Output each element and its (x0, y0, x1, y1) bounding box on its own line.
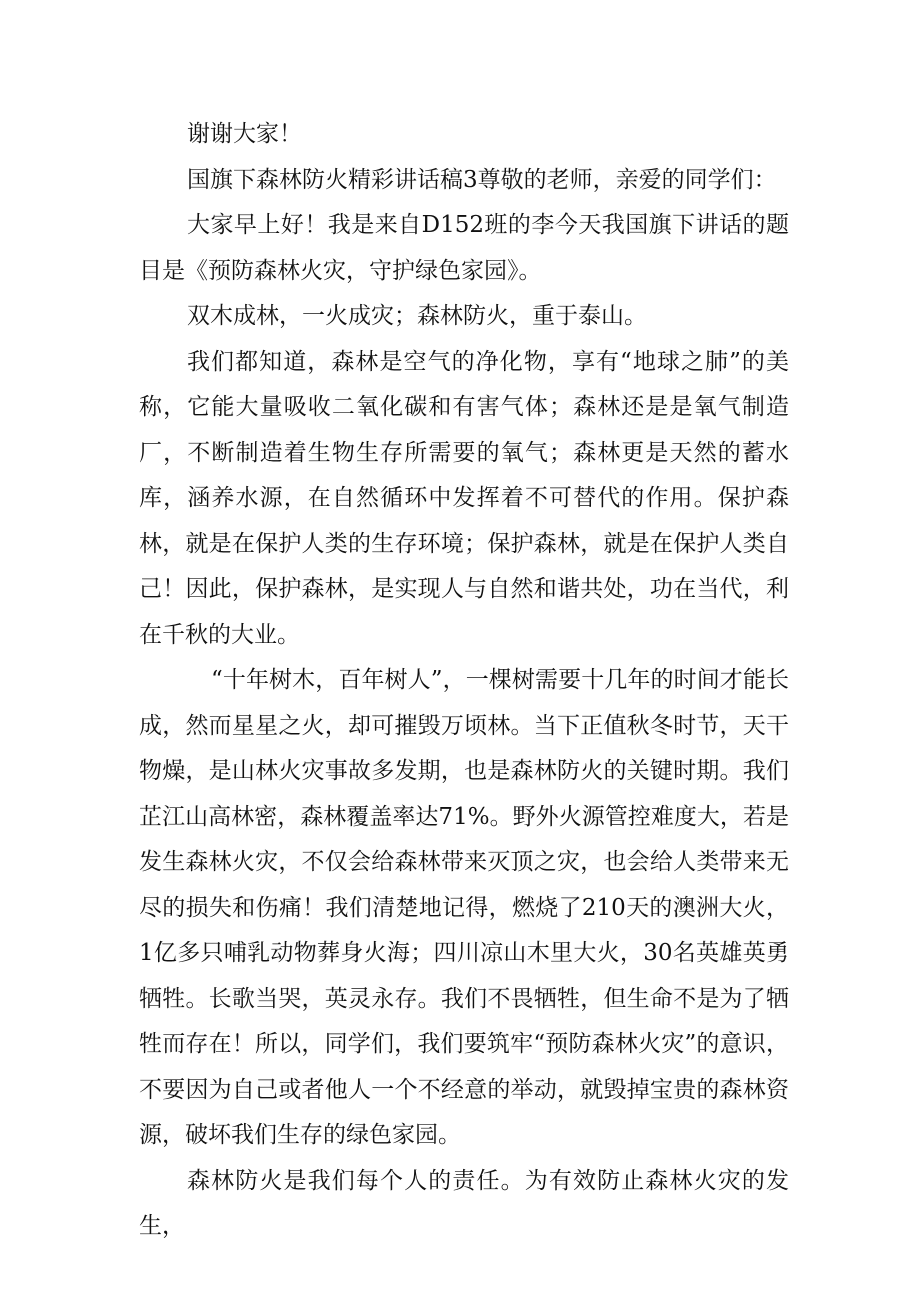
paragraph-forest-value: 我们都知道，森林是空气的净化物，享有“地球之肺”的美称，它能大量吸收二氧化碳和有害气体；森林还是是氧气制造厂，不断制造着生物生存所需要的氧气；森林更是天然的蓄水库，涵养水源，在自然循环中发挥着不可替代的作用。保护森林，就是在保护人类的生存环境；保护森林，就是在保护人类自己！因此，保护森林，是实现人与自然和谐共处，功在当代，利在千秋的大业。 (139, 348, 789, 648)
paragraph-responsibility: 森林防火是我们每个人的责任。为有效防止森林火灾的发生， (139, 1167, 789, 1239)
paragraph-intro: 大家早上好！我是来自D152班的李今天我国旗下讲话的题目是《预防森林火灾，守护绿色家园》。 (139, 212, 789, 284)
paragraph-thanks: 谢谢大家！ (187, 121, 302, 147)
paragraph-greeting: 国旗下森林防火精彩讲话稿3尊敬的老师，亲爱的同学们： (187, 166, 777, 193)
paragraph-slogan: 双木成林，一火成灾；森林防火，重于泰山。 (187, 303, 647, 329)
document-page (139, 112, 789, 1250)
paragraph-fire-risk: “十年树木，百年树人”，一棵树需要十几年的时间才能长成，然而星星之火，却可摧毁万顷林。当下正值秋冬时节，天干物燥，是山林火灾事故多发期，也是森林防火的关键时期。我们芷江山高林密，森林覆盖率达71%。野外火源管控难度大，若是发生森林火灾，不仅会给森林带来灭顶之灾，也会给人类带来无尽的损失和伤痛！我们清楚地记得，燃烧了210天的澳洲大火，1亿多只哺乳动物葬身火海；四川凉山木里大火，30名英雄英勇牺牲。长歌当哭，英灵永存。我们不畏牺牲，但生命不是为了牺牲而存在！所以，同学们，我们要筑牢“预防森林火灾”的意识，不要因为自己或者他人一个不经意的举动，就毁掉宝贵的森林资源，破坏我们生存的绿色家园。 (139, 667, 789, 1148)
